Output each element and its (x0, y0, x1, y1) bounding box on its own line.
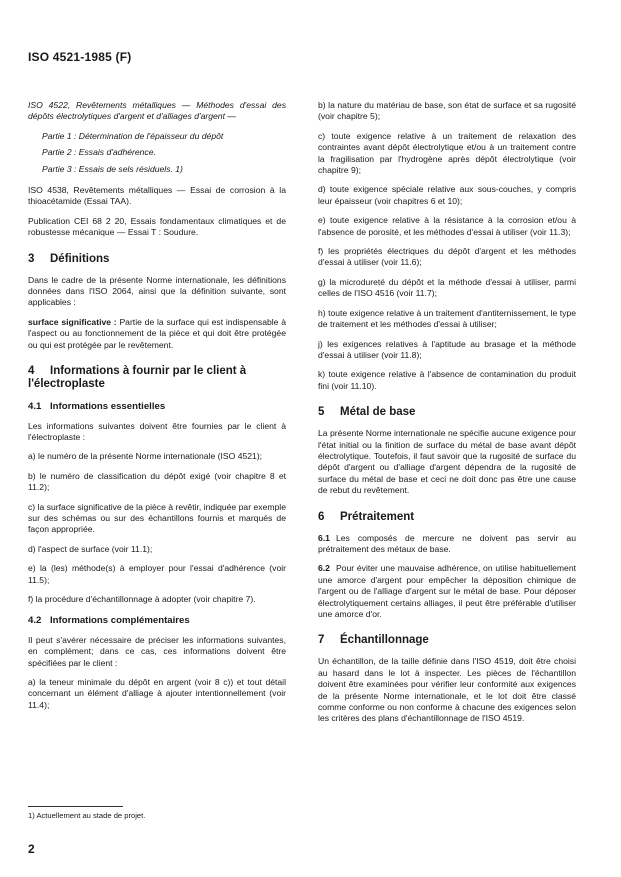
section-3-number: 3 (28, 252, 35, 265)
footnote-divider (28, 806, 123, 807)
page-number: 2 (28, 842, 35, 856)
list-item: d) l'aspect de surface (voir 11.1); (28, 543, 153, 554)
section-4-title: Informations à fournir par le client à l'électroplaste (28, 365, 247, 391)
reference-iso-4522: ISO 4522, Revêtements métalliques — Méthodes d'essai des dépôts électrolytiques d'argent et d'alliages d'argent — (28, 100, 286, 122)
list-item: d) toute exigence spéciale relative aux sous-couches, y compris leur épaisseur (voir chapitres 6 et 10); (318, 184, 576, 206)
list-item: j) les exigences relatives à l'aptitude au brasage et la méthode d'essai à utiliser (voir 11.8); (318, 338, 576, 360)
section-3-text: Dans le cadre de la présente Norme internationale, les définitions données dans l'ISO 2064, ainsi que la définition suivante, sont applicables : (28, 274, 286, 308)
reference-iso-4538: ISO 4538, Revêtements métalliques — Essai de corrosion à la thioacétamide (Essai TAA). (28, 185, 286, 207)
section-6-heading (318, 511, 576, 524)
section-4-2-intro: Il peut s'avérer nécessaire de préciser les informations suivantes, en complément; dans ce cas, ces informations doivent être spécifiées par le client : (28, 634, 286, 668)
section-6-2-text: Pour éviter une mauvaise adhérence, on utilise habituellement une amorce d'argent pour empêcher la déposition chimique de l'argent ou de l'alliage d'argent sur le métal de base. Pour déposer électrolytiquement certains alliages, il peut être préférable d'utiliser une amorce d'or. (318, 563, 576, 619)
page-header-title: ISO 4521-1985 (F) (28, 50, 132, 64)
reference-cei-68: Publication CEI 68 2 20, Essais fondamentaux climatiques et de robustesse mécanique — Essai T : Soudure. (28, 215, 286, 238)
definition-text: Partie de la surface qui est indispensable à l'aspect ou au fonctionnement de la pièce et qui doit être protégée ou qui est protégée par le revêtement. (28, 316, 286, 350)
section-4-2-number: 4.2 (28, 615, 42, 627)
section-4-1-title: Informations essentielles (50, 401, 166, 413)
list-item: c) la surface significative de la pièce à revêtir, indiquée par exemple sur des schémas ou sur des échantillons fournis et marqués de façon appropriée. (28, 501, 286, 535)
footnote: 1) Actuellement au stade de projet. (28, 811, 146, 820)
definition-surface-significative (28, 317, 286, 351)
right-column (318, 100, 576, 733)
section-6-2-number: 6.2 (318, 563, 330, 574)
list-item: f) les propriétés électriques du dépôt d'argent et les méthodes d'essai à utiliser (voir 11.6); (318, 246, 576, 268)
list-item: a) la teneur minimale du dépôt en argent (voir 8 c)) et tout détail concernant un élément d'alliage à ajouter intentionnellement (voir 11.4); (28, 677, 286, 710)
section-4-1-intro: Les informations suivantes doivent être fournies par le client à l'électroplaste : (28, 420, 286, 442)
section-7-heading (318, 634, 576, 647)
section-7-title: Échantillonnage (340, 634, 429, 647)
section-6-1-paragraph (318, 533, 576, 556)
list-item: h) toute exigence relative à un traitement d'antiternissement, le type de traitement et les méthodes d'essai à utiliser; (318, 307, 576, 330)
section-4-1-number: 4.1 (28, 401, 42, 413)
list-item: e) toute exigence relative à la résistance à la corrosion et/ou à l'absence de porosité, et les méthodes d'essai à utiliser (voir 11.3); (318, 215, 576, 237)
reference-part-3: Partie 3 : Essais de sels résiduels. 1) (42, 163, 183, 174)
section-5-number: 5 (318, 406, 325, 419)
section-6-number: 6 (318, 510, 325, 523)
reference-part-1: Partie 1 : Détermination de l'épaisseur du dépôt (42, 130, 224, 141)
section-7-number: 7 (318, 634, 325, 647)
section-4-2-title: Informations complémentaires (50, 615, 190, 627)
list-item: f) la procédure d'échantillonnage à adopter (voir chapitre 7). (28, 593, 256, 604)
list-item: b) la nature du matériau de base, son état de surface et sa rugosité (voir chapitre 5); (318, 100, 576, 122)
section-6-2-paragraph (318, 563, 576, 620)
section-5-text: La présente Norme internationale ne spécifie aucune exigence pour l'état initial ou la finition de surface du métal de base avant dépôt électrolytique. Toutefois, il faut savoir que la rugosité de surface du dépôt d'argent ou d'alliage d'argent dépendra de la rugosité de surface du métal de base et ceci ne doit donc pas être une cause de rebut du revêtement. (318, 428, 576, 496)
list-item: k) toute exigence relative à l'absence de contamination du produit fini (voir 11.10). (318, 369, 576, 391)
reference-part-2: Partie 2 : Essais d'adhérence. (42, 147, 156, 158)
list-item: c) toute exigence relative à un traitement de relaxation des contraintes avant dépôt électrolytique et/ou à un traitement contre la fragilisation par l'hydrogène après dépôt électrolytique (voir chapitre 9); (318, 130, 576, 176)
list-item: a) le numéro de la présente Norme internationale (ISO 4521); (28, 451, 263, 462)
section-7-text: Un échantillon, de la taille définie dans l'ISO 4519, doit être choisi au hasard dans le lot à inspecter. Les pièces de l'échantillon doivent être examinées pour vérifier leur conformité aux exigences de la présente Norme internationale, et le lot doit être classé comme conforme ou non conforme à chacune des exigences selon les critères des plans d'échantillonnage de l'ISO 4519. (318, 656, 576, 724)
list-item: g) la microdureté du dépôt et la méthode d'essai à utiliser, parmi celles de l'ISO 4516 (voir 11.7); (318, 276, 576, 299)
section-4-2-heading (28, 615, 286, 626)
section-5-title: Métal de base (340, 406, 416, 419)
list-item: e) la (les) méthode(s) à employer pour l'essai d'adhérence (voir 11.5); (28, 563, 286, 585)
list-item: b) le numéro de classification du dépôt exigé (voir chapitre 8 et 11.2); (28, 470, 286, 493)
section-4-number: 4 (28, 365, 35, 378)
section-4-1-heading (28, 401, 286, 412)
section-6-1-text: Les composés de mercure ne doivent pas servir au prétraitement des métaux de base. (318, 532, 576, 554)
section-6-title: Prétraitement (340, 510, 415, 523)
definition-term: surface significative : (28, 316, 117, 327)
left-column (28, 100, 286, 719)
section-6-1-number: 6.1 (318, 532, 330, 543)
section-3-heading (28, 253, 286, 266)
section-5-heading (318, 406, 576, 419)
section-4-heading (28, 365, 286, 391)
section-3-title: Définitions (50, 252, 110, 265)
